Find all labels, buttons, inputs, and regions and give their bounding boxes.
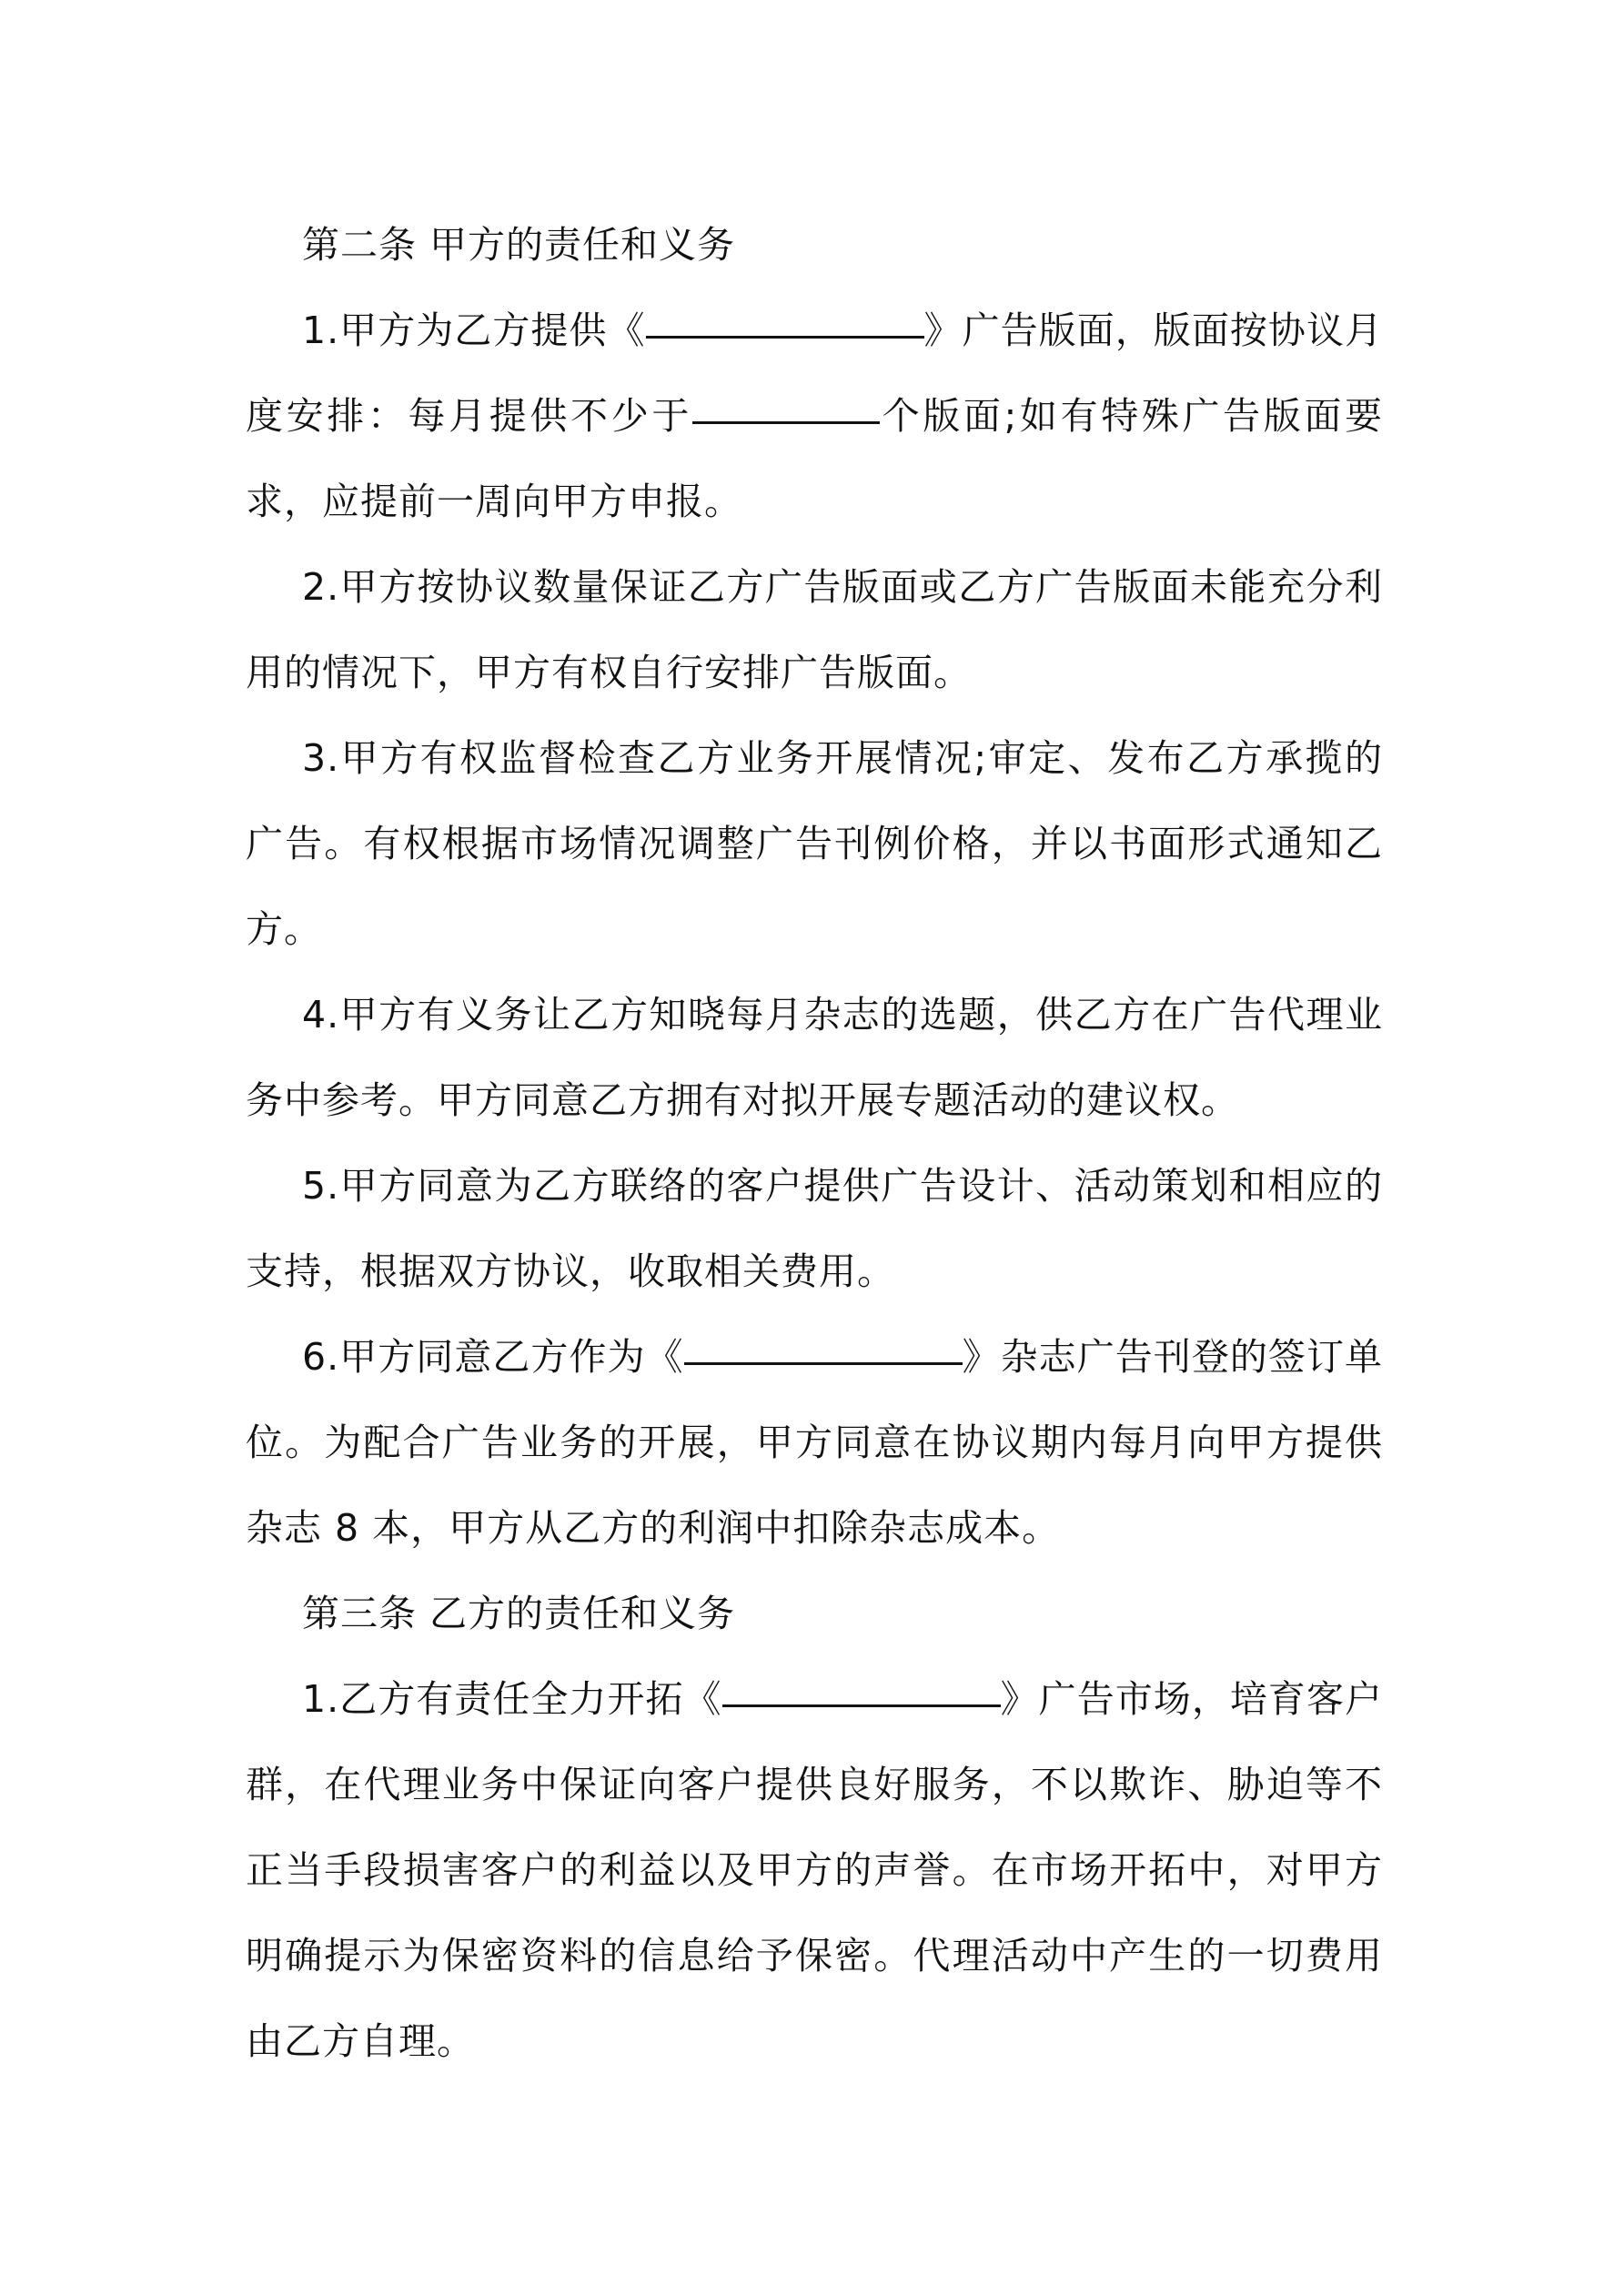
article-2-item-1-text-c: 个版面;如有特殊广告版面要求，应提前一周向甲方申报。 — [246, 394, 1384, 523]
article-3-item-1-text-a: 1.乙方有责任全力开拓《 — [302, 1677, 722, 1721]
blank-publication-name-2 — [684, 1314, 963, 1365]
article-2-item-3-text: 3.甲方有权监督检查乙方业务开展情况;审定、发布乙方承揽的广告。有权根据市场情况调整广告刊例价格，并以书面形式通知乙方。 — [246, 736, 1383, 951]
article-2-heading — [246, 202, 1383, 288]
article-2-item-5-text: 5.甲方同意为乙方联络的客户提供广告设计、活动策划和相应的支持，根据双方协议，收取相关费用。 — [246, 1164, 1383, 1293]
article-2-item-4-text: 4.甲方有义务让乙方知晓每月杂志的选题，供乙方在广告代理业务中参考。甲方同意乙方拥有对拟开展专题活动的建议权。 — [246, 993, 1383, 1122]
blank-publication-name-3 — [722, 1656, 1001, 1707]
document-body — [246, 202, 1383, 2084]
article-2-item-1 — [246, 288, 1383, 544]
article-2-item-2-text: 2.甲方按协议数量保证乙方广告版面或乙方广告版面未能充分利用的情况下，甲方有权自行安排广告版面。 — [246, 565, 1383, 694]
article-2-item-1-text-b: 》广告版面，版面按协议月度安排：每月提供不少于 — [246, 308, 1383, 438]
article-2-item-6-text-b: 》杂志广告刊登的签订单位。为配合广告业务的开展，甲方同意在协议期内每月向甲方提供杂志 8 本，甲方从乙方的利润中扣除杂志成本。 — [246, 1335, 1384, 1550]
article-3-item-1 — [246, 1656, 1383, 2084]
article-3-heading — [246, 1571, 1383, 1656]
article-2-item-2 — [246, 544, 1383, 715]
article-2-item-1-text-a: 1.甲方为乙方提供《 — [302, 308, 646, 352]
article-2-item-6 — [246, 1314, 1383, 1571]
article-2-item-5 — [246, 1143, 1383, 1314]
article-3-item-1-text-b: 》广告市场，培育客户群，在代理业务中保证向客户提供良好服务，不以欺诈、胁迫等不正当手段损害客户的利益以及甲方的声誉。在市场开拓中，对甲方明确提示为保密资料的信息给予保密。代理活动中产生的一切费用由乙方自理。 — [246, 1677, 1383, 2063]
article-2-item-6-text-a: 6.甲方同意乙方作为《 — [302, 1335, 684, 1379]
article-2-heading-text: 第二条 甲方的责任和义务 — [302, 223, 736, 267]
blank-page-count — [692, 373, 880, 424]
article-2-item-3 — [246, 715, 1383, 972]
article-2-item-4 — [246, 972, 1383, 1143]
blank-publication-name-1 — [646, 288, 924, 339]
article-3-heading-text: 第三条 乙方的责任和义务 — [302, 1592, 736, 1635]
